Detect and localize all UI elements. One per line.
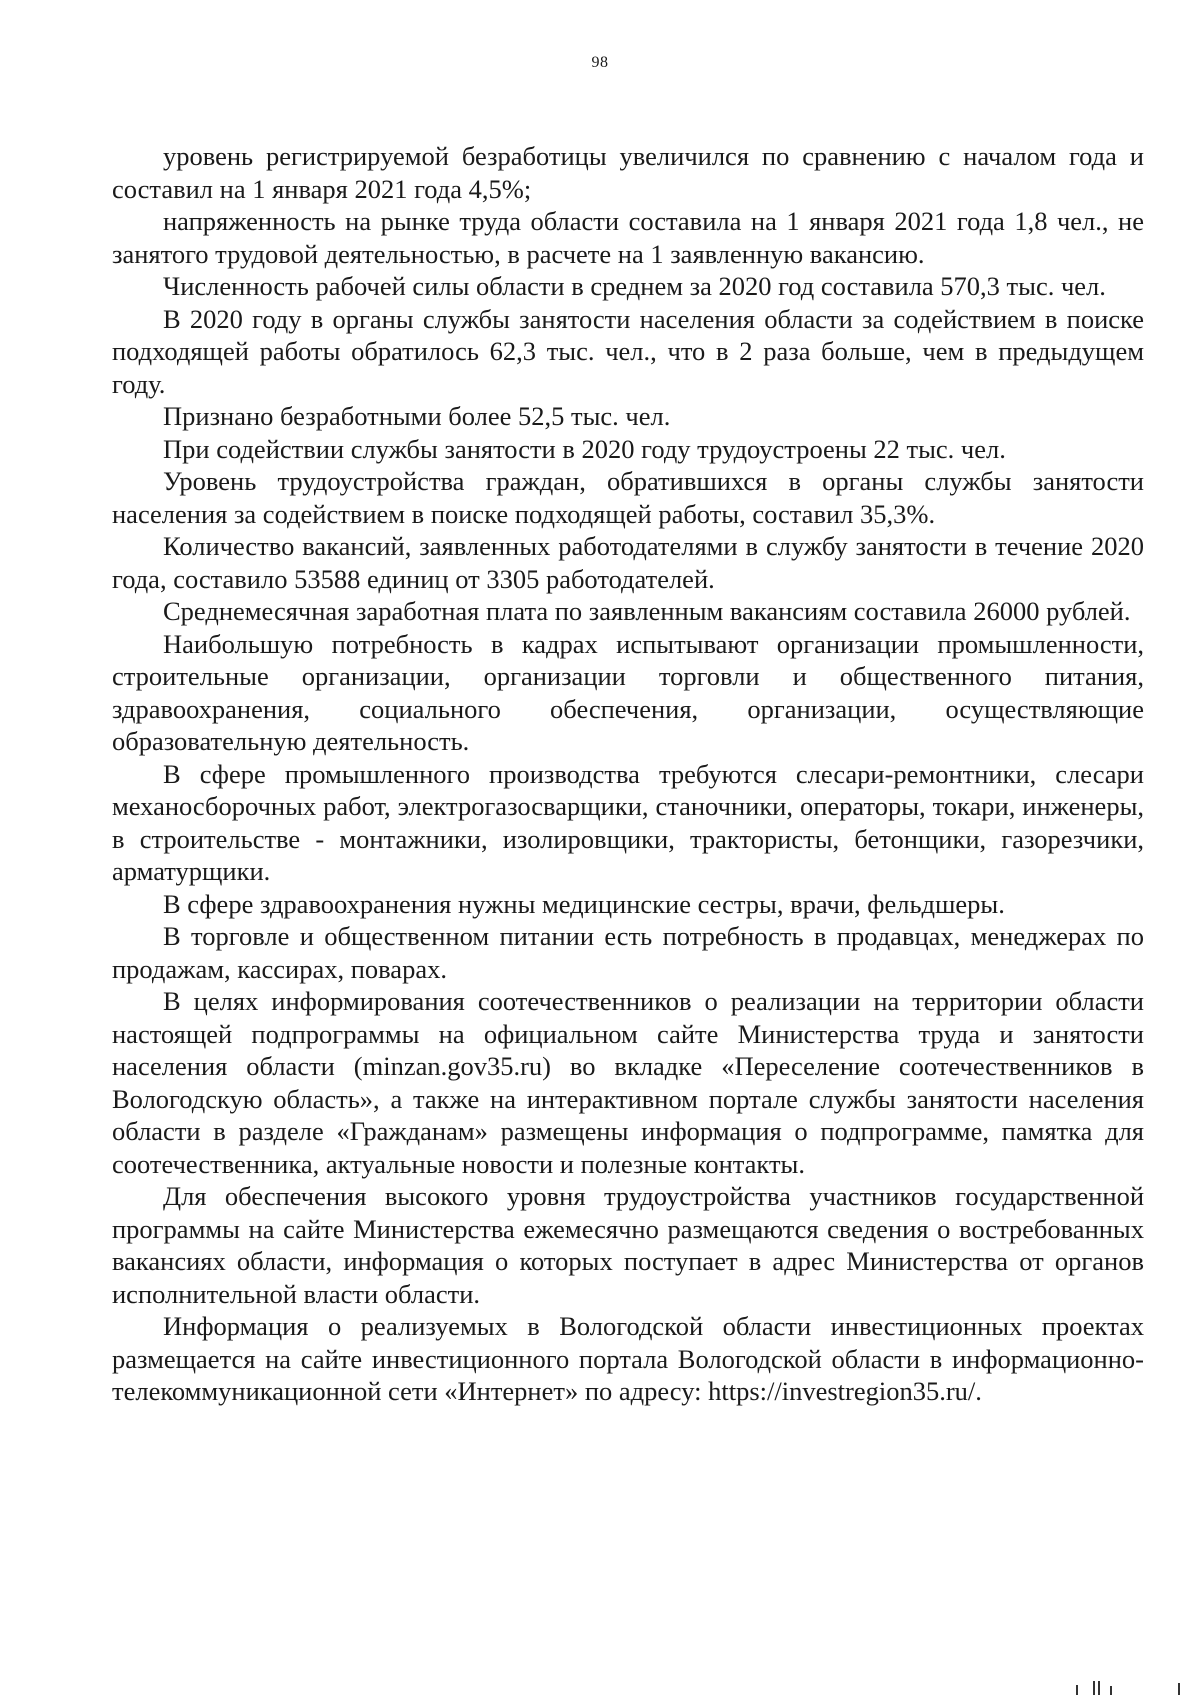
paragraph-trade-demand: В торговле и общественном питании есть потребность в продавцах, менеджерах по продажам, кассирах, поварах. — [112, 921, 1144, 984]
scan-mark — [1098, 1681, 1100, 1695]
paragraph-employment-rate: Уровень трудоустройства граждан, обратившихся в органы службы занятости населения за содействием в поиске подходящей работы, составил 35,3%. — [112, 466, 1144, 529]
scan-mark — [1076, 1685, 1078, 1695]
paragraph-job-seekers: В 2020 году в органы службы занятости населения области за содействием в поиске подходящей работы обратилось 62,3 тыс. чел., что в 2 раза больше, чем в предыдущем году. — [112, 303, 1144, 399]
paragraph-workforce-size: Численность рабочей силы области в среднем за 2020 год составила 570,3 тыс. чел. — [163, 271, 1106, 301]
paragraph-investment-projects — [112, 1310, 1144, 1408]
paragraph-unemployment-level: уровень регистрируемой безработицы увеличился по сравнению с началом года и составил на 1 января 2021 года 4,5%; — [112, 141, 1144, 204]
investment-portal-link[interactable]: https://investregion35.ru/. — [708, 1376, 982, 1406]
scan-mark — [1110, 1686, 1112, 1695]
paragraph-staffing-needs: Наибольшую потребность в кадрах испытывают организации промышленности, строительные организации, организации торговли и общественного питания, здравоохранения, социального обеспечения, организации, осуществляющие образовательную деятельность. — [112, 628, 1144, 756]
paragraph-labor-market-tension: напряженность на рынке труда области составила на 1 января 2021 года 1,8 чел., не занятого трудовой деятельностью, в расчете на 1 заявленную вакансию. — [112, 206, 1144, 269]
paragraph-vacancies-count: Количество вакансий, заявленных работодателями в службу занятости в течение 2020 года, составило 53588 единиц от 3305 работодателей. — [112, 531, 1144, 594]
scan-mark — [1093, 1681, 1095, 1695]
investment-projects-text: Информация о реализуемых в Вологодской области инвестиционных проектах размещается на сайте инвестиционного портала Вологодской области в информационно-телекоммуникационной сети «Интернет» по адресу: — [112, 1311, 1144, 1406]
paragraph-average-salary: Среднемесячная заработная плата по заявленным вакансиям составила 26000 рублей. — [163, 596, 1131, 626]
page-number: 98 — [591, 54, 609, 71]
paragraph-recognized-unemployed: Признано безработными более 52,5 тыс. чел. — [163, 401, 671, 431]
paragraph-employed-with-assistance: При содействии службы занятости в 2020 году трудоустроены 22 тыс. чел. — [163, 433, 1006, 464]
paragraph-healthcare-demand: В сфере здравоохранения нужны медицинские сестры, врачи, фельдшеры. — [163, 888, 1005, 919]
paragraph-industry-demand: В сфере промышленного производства требуются слесари-ремонтники, слесари механосборочных работ, электрогазосварщики, станочники, операторы, токари, инженеры, в строительстве - монтажники, изолировщики, трактористы, бетонщики, газорезчики, арматурщики. — [112, 758, 1144, 886]
document-body — [112, 140, 1144, 1408]
scan-artifact-marks — [1000, 1677, 1200, 1697]
paragraph-compatriots-information: В целях информирования соотечественников о реализации на территории области настоящей подпрограммы на официальном сайте Министерства труда и занятости населения области (minzan.gov35.ru) во вкладке «Переселение соотечественников в Вологодскую область», а также на интерактивном портале службы занятости населения области в разделе «Гражданам» размещены информация о подпрограмме, памятка для соотечественника, актуальные новости и полезные контакты. — [112, 986, 1144, 1179]
scan-mark — [1178, 1683, 1180, 1695]
paragraph-vacancy-publication: Для обеспечения высокого уровня трудоустройства участников государственной программы на сайте Министерства ежемесячно размещаются сведения о востребованных вакансиях области, информация о которых поступает в адрес Министерства от органов исполнительной власти области. — [112, 1181, 1144, 1309]
